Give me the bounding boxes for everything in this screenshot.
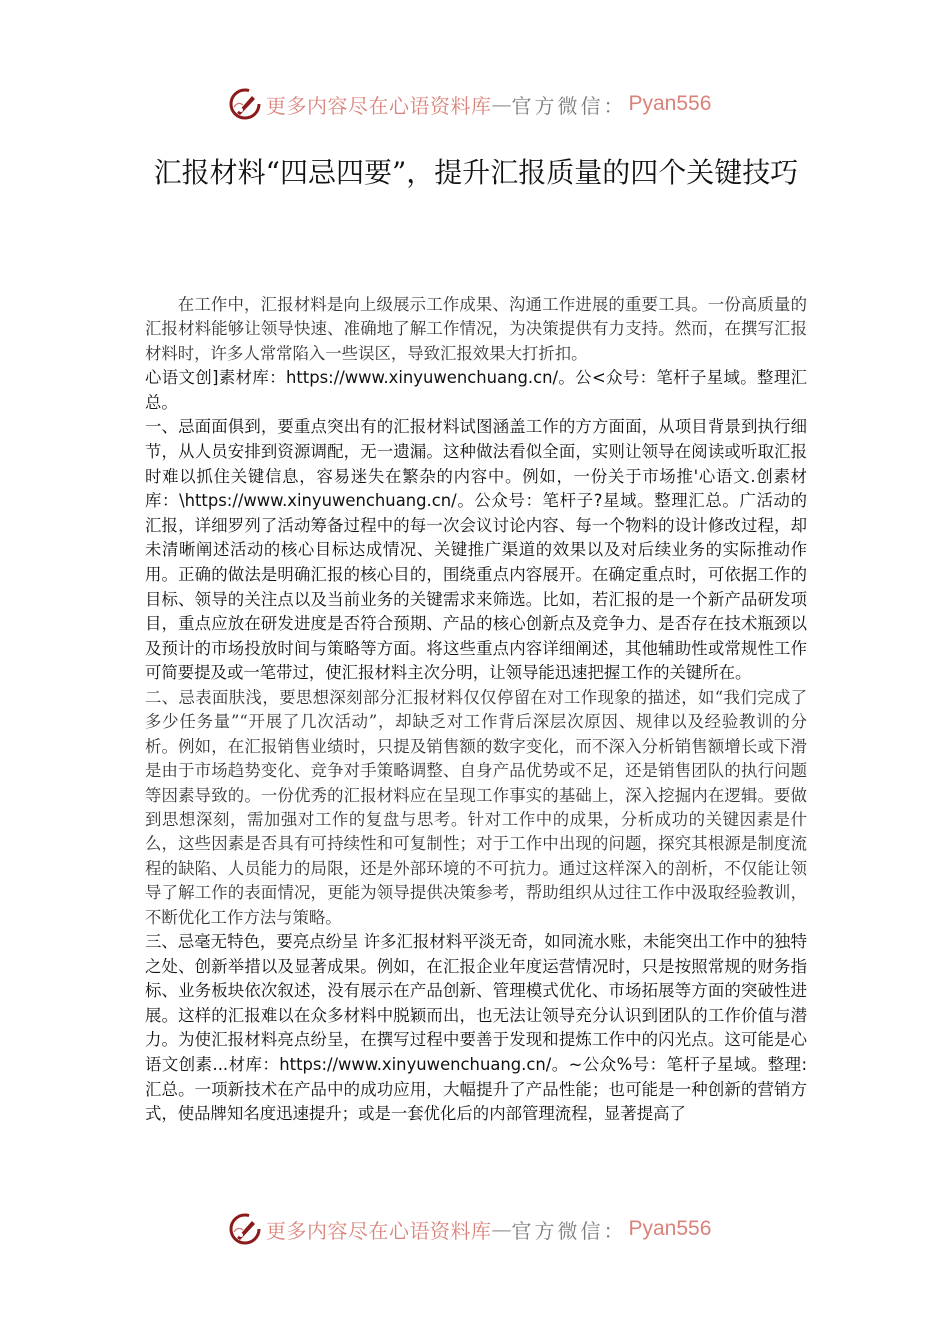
quill-pen-logo-icon	[228, 87, 262, 121]
header-banner	[228, 84, 728, 124]
document-title: 汇报材料“四忌四要”，提升汇报质量的四个关键技巧	[153, 156, 799, 189]
source-note-paragraph: 心语文创]素材库：https://www.xinyuwenchuang.cn/。公<众号：笔杆子星域。整理汇总。	[145, 368, 807, 412]
banner-wechat-id: Pyan556	[628, 92, 712, 115]
footer-banner	[228, 1209, 728, 1249]
section-two-paragraph: 二、忌表面肤浅，要思想深刻部分汇报材料仅仅停留在对工作现象的描述，如“我们完成了多少任务量”“开展了几次活动”，却缺乏对工作背后深层次原因、规律以及经验教训的分析。例如，在汇报销售业绩时，只提及销售额的数字变化，而不深入分析销售额增长或下滑是由于市场趋势变化、竞争对手策略调整、自身产品优势或不足，还是销售团队的执行问题等因素导致的。一份优秀的汇报材料应在呈现工作事实的基础上，深入挖掘内在逻辑。要做到思想深刻，需加强对工作的复盘与思考。针对工作中的成果，分析成功的关键因素是什么，这些因素是否具有可持续性和可复制性；对于工作中出现的问题，探究其根源是制度流程的缺陷、人员能力的局限，还是外部环境的不可抗力。通过这样深入的剖析，不仅能让领导了解工作的表面情况，更能为领导提供决策参考，帮助组织从过往工作中汲取经验教训，不断优化工作方法与策略。	[145, 687, 807, 927]
banner-wechat-label: 官方微信：	[511, 93, 627, 118]
quill-pen-logo-icon	[228, 1212, 262, 1246]
banner-slogan: 更多内容尽在心语资料库	[266, 93, 492, 118]
banner-dash: —	[491, 92, 512, 116]
section-three-paragraph: 三、忌毫无特色，要亮点纷呈 许多汇报材料平淡无奇，如同流水账，未能突出工作中的独特之处、创新举措以及显著成果。例如，在汇报企业年度运营情况时，只是按照常规的财务指标、业务板块依次叙述，没有展示在产品创新、管理模式优化、市场拓展等方面的突破性进展。这样的汇报难以在众多材料中脱颖而出，也无法让领导充分认识到团队的工作价值与潜力。为使汇报材料亮点纷呈，在撰写过程中要善于发现和提炼工作中的闪光点。这可能是心语文创素...材库：https://www.xinyuwenchuang.cn/。~公众%号：笔杆子星域。整理:汇总。一项新技术在产品中的成功应用，大幅提升了产品性能；也可能是一种创新的营销方式，使品牌知名度迅速提升；或是一套优化后的内部管理流程，显著提高了	[145, 932, 807, 1124]
banner-slogan: 更多内容尽在心语资料库	[266, 1218, 492, 1243]
intro-paragraph: 在工作中，汇报材料是向上级展示工作成果、沟通工作进展的重要工具。一份高质量的汇报材料能够让领导快速、准确地了解工作情况，为决策提供有力支持。然而，在撰写汇报材料时，许多人常常陷入一些误区，导致汇报效果大打折扣。	[145, 295, 807, 363]
document-body	[145, 293, 807, 1127]
banner-wechat-label: 官方微信：	[511, 1218, 627, 1243]
banner-wechat-id: Pyan556	[628, 1217, 712, 1240]
section-one-paragraph: 一、忌面面俱到，要重点突出有的汇报材料试图涵盖工作的方方面面，从项目背景到执行细节，从人员安排到资源调配，无一遗漏。这种做法看似全面，实则让领导在阅读或听取汇报时难以抓住关键信息，容易迷失在繁杂的内容中。例如，一份关于市场推'心语文.创素材库：\https://www.xinyuwenchuang.cn/。公众号：笔杆子?星域。整理汇总。广活动的汇报，详细罗列了活动筹备过程中的每一次会议讨论内容、每一个物料的设计修改过程，却未清晰阐述活动的核心目标达成情况、关键推广渠道的效果以及对后续业务的实际推动作用。正确的做法是明确汇报的核心目的，围绕重点内容展开。在确定重点时，可依据工作的目标、领导的关注点以及当前业务的关键需求来筛选。比如，若汇报的是一个新产品研发项目，重点应放在研发进度是否符合预期、产品的核心创新点及竞争力、是否存在技术瓶颈以及预计的市场投放时间与策略等方面。将这些重点内容详细阐述，其他辅助性或常规性工作可简要提及或一笔带过，使汇报材料主次分明，让领导能迅速把握工作的关键所在。	[145, 417, 807, 683]
banner-dash: —	[491, 1217, 512, 1241]
